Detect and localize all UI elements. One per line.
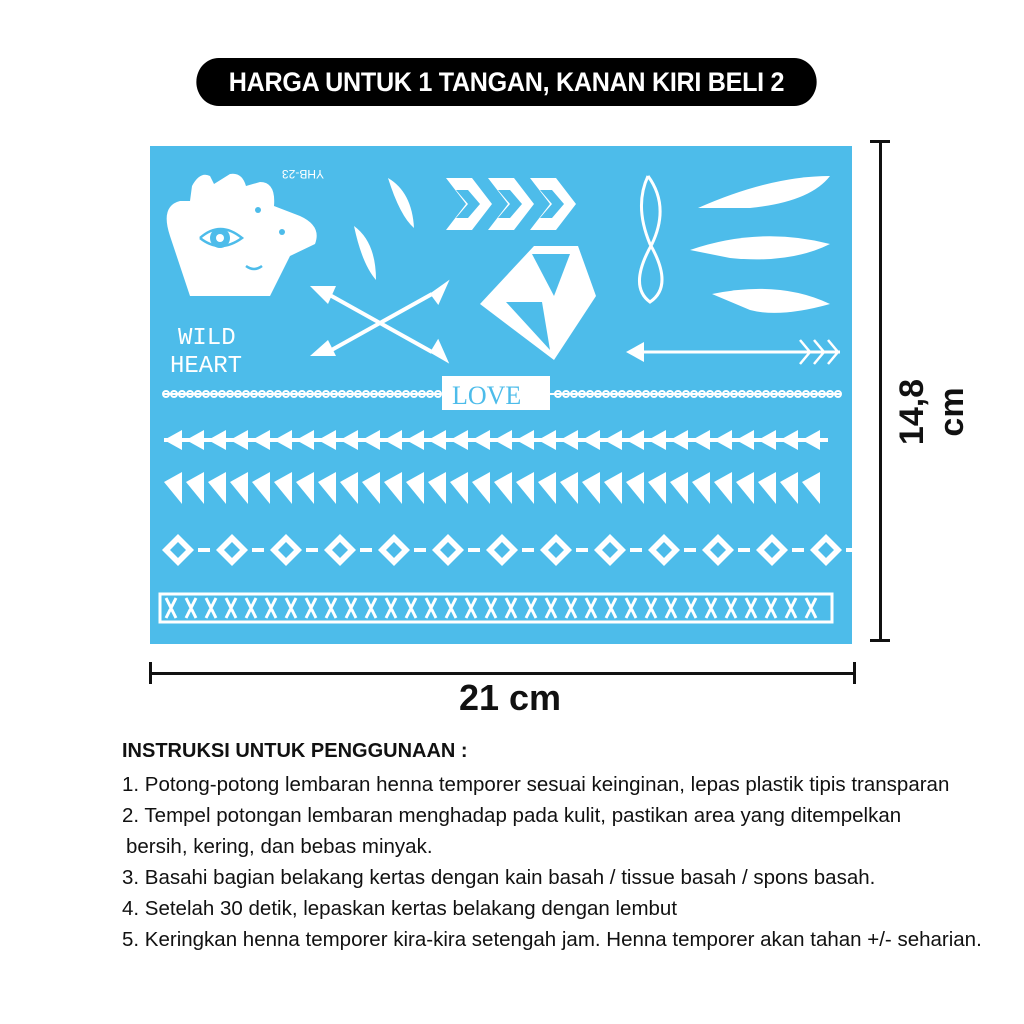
band-triangle (406, 472, 424, 504)
band-triangle (164, 472, 182, 504)
band-triangle (406, 430, 424, 450)
band-triangle (802, 472, 820, 504)
band-triangle (494, 472, 512, 504)
band-triangle (780, 430, 798, 450)
aztec-motif (648, 534, 680, 566)
band-triangle (538, 430, 556, 450)
band-triangle (692, 472, 710, 504)
band-triangle (164, 430, 182, 450)
band-triangle (670, 430, 688, 450)
aztec-motif (810, 534, 842, 566)
band-triangle (252, 472, 270, 504)
band-triangle (670, 472, 688, 504)
aztec-connector (738, 548, 750, 552)
instructions-heading: INSTRUKSI UNTUK PENGGUNAAN : (122, 740, 468, 762)
height-cap-top (870, 140, 890, 143)
band-triangle (626, 472, 644, 504)
diamond-icon (480, 246, 596, 360)
band-triangle (604, 472, 622, 504)
band-triangle (494, 430, 512, 450)
love-text: LOVE (452, 381, 522, 410)
instruction-step-2-continued: bersih, kering, dan bebas minyak. (126, 835, 433, 858)
band-triangle (428, 430, 446, 450)
height-dimension-line (870, 140, 890, 642)
aztec-connector (468, 548, 480, 552)
xo-band-icon (160, 594, 832, 622)
band-triangle (362, 472, 380, 504)
band-triangle (296, 472, 314, 504)
instruction-step-3: 3. Basahi bagian belakang kertas dengan kain basah / tissue basah / spons basah. (122, 866, 876, 889)
band-triangle (516, 430, 534, 450)
instruction-step-1: 1. Potong-potong lembaran henna temporer sesuai keinginan, lepas plastik tipis transparan (122, 773, 950, 796)
height-line (879, 140, 882, 642)
instruction-step-4: 4. Setelah 30 detik, lepaskan kertas belakang dengan lembut (122, 897, 678, 920)
band-triangle (538, 472, 556, 504)
aztec-motif (270, 534, 302, 566)
width-label: 21 cm (458, 677, 562, 718)
band-triangle (604, 430, 622, 450)
band-triangle (450, 472, 468, 504)
band-triangle (472, 472, 490, 504)
aztec-motif (540, 534, 572, 566)
band-triangle (758, 430, 776, 450)
band-triangle (736, 430, 754, 450)
band-triangle (296, 430, 314, 450)
hamsa-hand-icon (167, 174, 317, 296)
aztec-motif (486, 534, 518, 566)
aztec-motif (702, 534, 734, 566)
aztec-connector (360, 548, 372, 552)
aztec-band-icon (162, 534, 852, 566)
width-line (149, 672, 856, 675)
band-triangle (802, 430, 820, 450)
instruction-step-5: 5. Keringkan henna temporer kira-kira setengah jam. Henna temporer akan tahan +/- seharian. (122, 928, 982, 951)
aztec-motif (324, 534, 356, 566)
band-triangle (274, 430, 292, 450)
band-triangle (230, 472, 248, 504)
height-label: 14,8 cm (893, 378, 971, 446)
chevron-arrows-icon (446, 178, 576, 230)
band-triangle (362, 430, 380, 450)
infinity-icon (639, 176, 662, 302)
aztec-connector (252, 548, 264, 552)
banner-text: HARGA UNTUK 1 TANGAN, KANAN KIRI BELI 2 (228, 66, 785, 97)
price-banner (196, 58, 816, 106)
band-triangle (186, 430, 204, 450)
aztec-motif (162, 534, 194, 566)
band-triangle (340, 430, 358, 450)
aztec-motif (378, 534, 410, 566)
band-triangle (780, 472, 798, 504)
tattoo-sheet (150, 146, 852, 644)
band-triangle (186, 472, 204, 504)
heart-text: HEART (170, 353, 243, 380)
band-triangle (648, 472, 666, 504)
band-triangle (428, 472, 446, 504)
band-triangle (450, 430, 468, 450)
band-triangle (230, 430, 248, 450)
band-triangle (384, 430, 402, 450)
band-triangle (252, 430, 270, 450)
band-triangle (582, 430, 600, 450)
aztec-motif (432, 534, 464, 566)
band-triangle (318, 430, 336, 450)
band-triangle (318, 472, 336, 504)
aztec-motif (756, 534, 788, 566)
aztec-connector (792, 548, 804, 552)
aztec-connector (576, 548, 588, 552)
instructions (122, 736, 1002, 955)
band-triangle (714, 430, 732, 450)
instruction-step-2: 2. Tempel potongan lembaran menghadap pada kulit, pastikan area yang ditempelkan (122, 804, 902, 827)
width-cap-right (853, 662, 856, 684)
height-cap-bottom (870, 639, 890, 642)
band-triangle (274, 472, 292, 504)
band-triangle (340, 472, 358, 504)
feather-icon (690, 176, 830, 313)
band-triangle (648, 430, 666, 450)
aztec-connector (684, 548, 696, 552)
aztec-motif (594, 534, 626, 566)
long-arrow-icon (626, 340, 840, 364)
wild-text: WILD (178, 325, 236, 352)
band-triangle (384, 472, 402, 504)
band-triangle (472, 430, 490, 450)
crossed-arrows-icon (310, 284, 446, 360)
aztec-connector (846, 548, 852, 552)
band-triangle (758, 472, 776, 504)
aztec-connector (414, 548, 426, 552)
aztec-connector (198, 548, 210, 552)
band-triangle (516, 472, 534, 504)
small-feather-icon (354, 178, 414, 280)
band-triangle (714, 472, 732, 504)
band-triangle (560, 472, 578, 504)
band-triangle (208, 472, 226, 504)
band-triangle (736, 472, 754, 504)
aztec-motif (216, 534, 248, 566)
band-triangle (560, 430, 578, 450)
band-triangle (692, 430, 710, 450)
tattoo-designs (150, 146, 852, 644)
band-triangle (582, 472, 600, 504)
band-triangle (208, 430, 226, 450)
aztec-connector (630, 548, 642, 552)
band-triangle (626, 430, 644, 450)
aztec-connector (306, 548, 318, 552)
aztec-connector (522, 548, 534, 552)
width-cap-left (149, 662, 152, 684)
sheet-code: YHB-23 (281, 167, 324, 181)
